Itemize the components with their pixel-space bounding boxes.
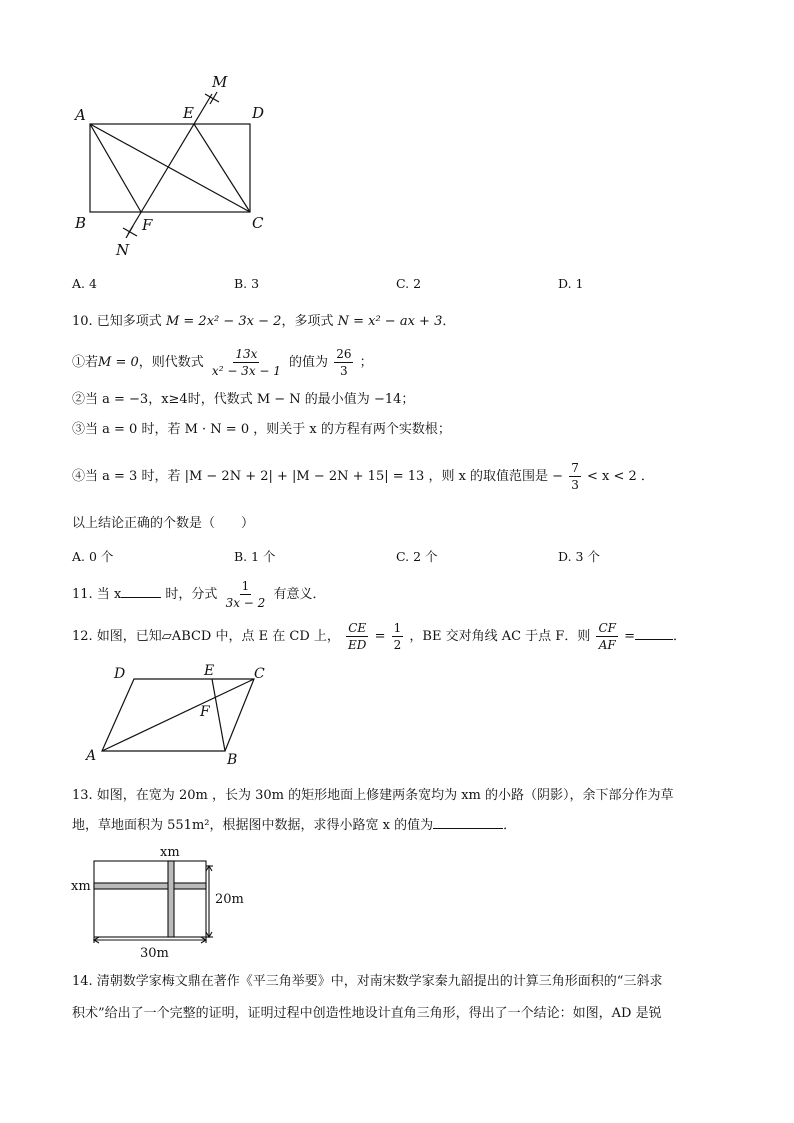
label-D2: D <box>114 666 126 682</box>
rectangle-figure <box>60 68 280 263</box>
q11-stem: 11. 当 x 时，分式 $\frac{1}{3x - 2}$ 有意义． <box>72 579 326 610</box>
label-top-xm: xm <box>160 845 180 860</box>
label-M: M <box>212 73 228 91</box>
q10-option-c[interactable]: C. 2 个 <box>396 549 438 564</box>
q10-statement-4: ④当 a = 3 时，若 |M − 2N + 2| + |M − 2N + 15| = 13 ，则 x 的取值范围是 − $\frac{7}{3}$ < x < 2 ． <box>72 461 654 492</box>
label-B2: B <box>227 752 238 768</box>
label-A2: A <box>86 748 97 764</box>
q9-option-c[interactable]: C. 2 <box>396 276 422 291</box>
label-C: C <box>252 214 264 232</box>
q14-line1: 14. 清朝数学家梅文鼎在著作《平三角举要》中，对南宋数学家秦九韶提出的计算三角形面积的“三斜求 <box>72 974 663 989</box>
q10-option-d[interactable]: D. 3 个 <box>558 549 600 564</box>
q13-line2: 地，草地面积为 551m²，根据图中数据，求得小路宽 x 的值为 ． <box>72 818 517 833</box>
label-left-xm: xm <box>71 879 91 894</box>
label-30m: 30m <box>140 946 169 961</box>
q10-stem: 10. 已知多项式 M = 2x² − 3x − 2，多项式 N = x² − ax + 3． <box>72 314 456 329</box>
q10-statement-3: ③当 a = 0 时，若 M · N = 0 ，则关于 x 的方程有两个实数根； <box>72 422 451 437</box>
label-D: D <box>252 104 265 122</box>
q10-statement-1: ①若M = 0，则代数式 $\frac{13x}{\text{x² − 3x − 1}}$ 的值为 $\frac{26}{3}$ ； <box>72 347 373 378</box>
q11-answer-blank[interactable] <box>121 597 161 598</box>
label-E2: E <box>204 663 215 679</box>
q9-option-d[interactable]: D. 1 <box>558 276 584 291</box>
q12-stem: 12. 如图，已知▱ABCD 中，点 E 在 CD 上， $\frac{CE}{ED}$ = $\frac{1}{2}$ ，BE 交对角线 AC 于点 F．则 $\frac{CF}{AF}$ = ． <box>72 621 687 652</box>
label-B: B <box>75 214 87 232</box>
road-figure <box>68 842 258 962</box>
q10-option-a[interactable]: A. 0 个 <box>72 549 114 564</box>
label-20m: 20m <box>215 892 244 907</box>
label-E: E <box>183 104 194 122</box>
q10-prompt: 以上结论正确的个数是（ ） <box>72 516 255 531</box>
q10-option-b[interactable]: B. 1 个 <box>234 549 276 564</box>
q12-answer-blank[interactable] <box>635 639 673 640</box>
q13-answer-blank[interactable] <box>433 828 503 829</box>
q13-line1: 13. 如图，在宽为 20m ，长为 30m 的矩形地面上修建两条宽均为 xm 的小路（阴影），余下部分作为草 <box>72 788 674 803</box>
label-F2: F <box>200 704 210 720</box>
q10-statement-2: ②当 a = −3，x≥4时，代数式 M − N 的最小值为 −14； <box>72 392 415 407</box>
label-F: F <box>142 216 153 234</box>
q9-option-b[interactable]: B. 3 <box>234 276 260 291</box>
q14-line2: 积术”给出了一个完整的证明，证明过程中创造性地设计直角三角形，得出了一个结论：如图，AD 是锐 <box>72 1006 662 1021</box>
label-A: A <box>75 106 86 124</box>
parallelogram-figure <box>80 658 280 768</box>
q9-option-a[interactable]: A. 4 <box>72 276 97 291</box>
label-C2: C <box>254 666 265 682</box>
label-N: N <box>116 241 130 259</box>
